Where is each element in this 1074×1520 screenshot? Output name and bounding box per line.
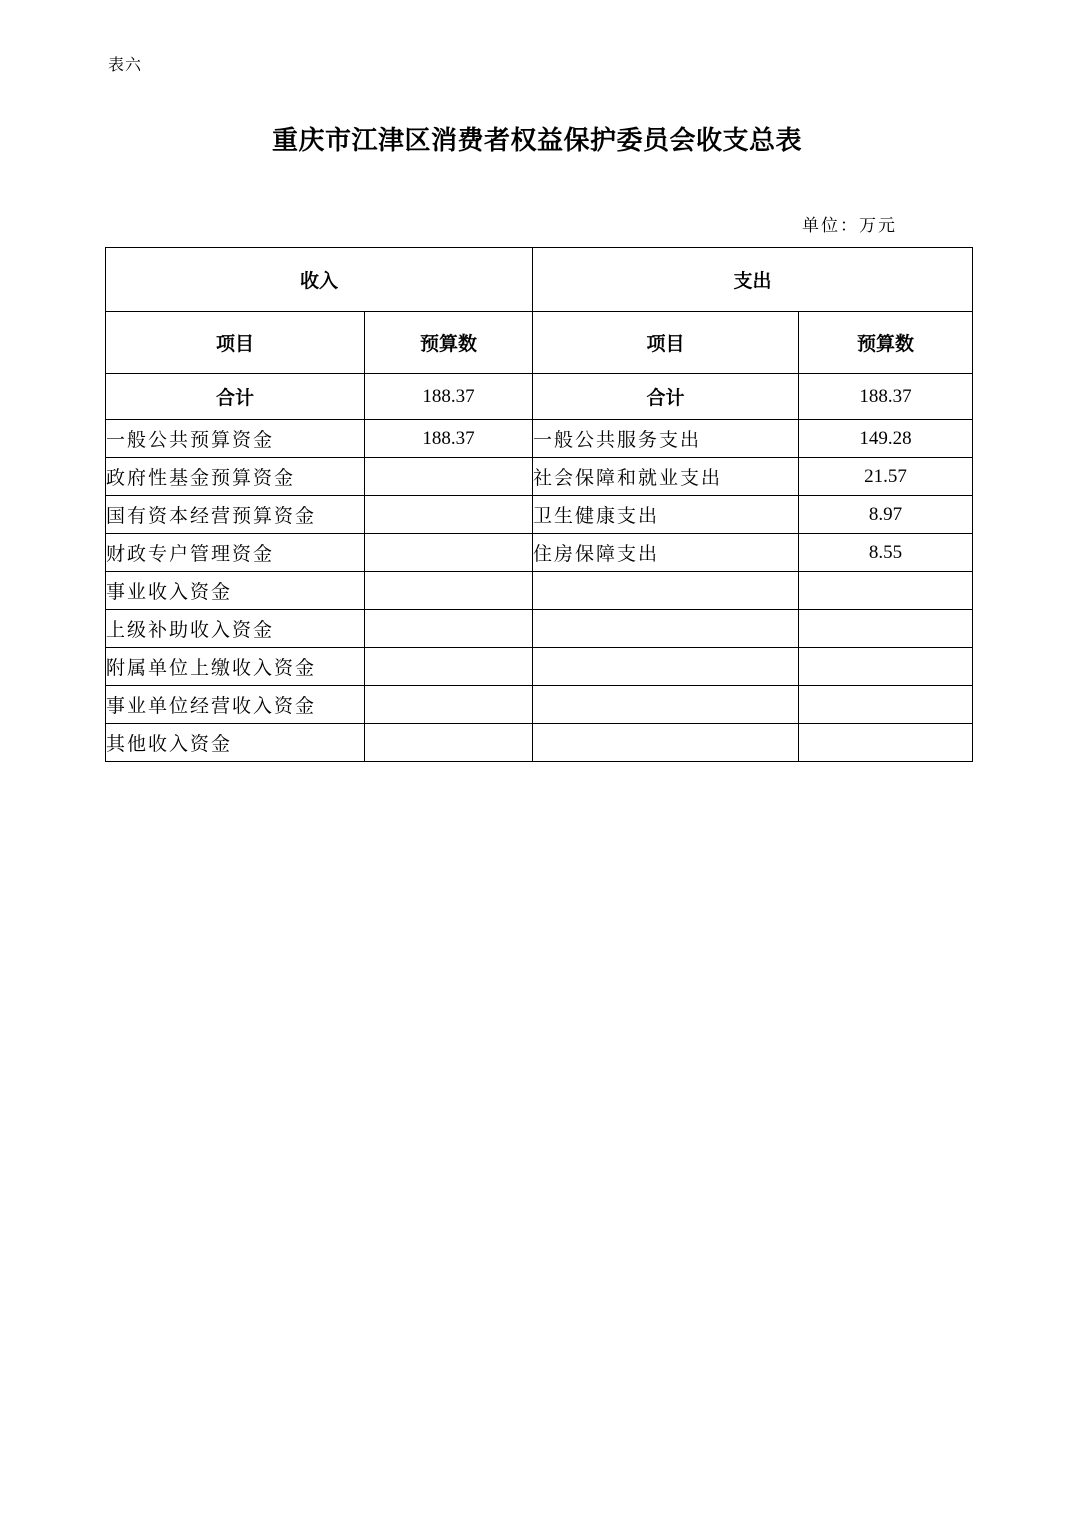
income-budget-column-header: 预算数	[365, 312, 533, 374]
expense-value: 8.55	[799, 534, 973, 572]
expense-section-header: 支出	[533, 248, 973, 312]
income-value	[365, 686, 533, 724]
expense-value: 149.28	[799, 420, 973, 458]
income-item: 财政专户管理资金	[106, 534, 365, 572]
table-row	[106, 572, 973, 610]
income-item: 国有资本经营预算资金	[106, 496, 365, 534]
income-item: 一般公共预算资金	[106, 420, 365, 458]
income-value	[365, 610, 533, 648]
expense-value: 21.57	[799, 458, 973, 496]
income-item: 政府性基金预算资金	[106, 458, 365, 496]
income-expense-summary-table	[105, 247, 973, 762]
expense-item	[533, 572, 799, 610]
expense-value	[799, 686, 973, 724]
table-number-label: 表六	[108, 55, 143, 74]
expense-budget-column-header: 预算数	[799, 312, 973, 374]
income-value	[365, 458, 533, 496]
table-row	[106, 724, 973, 762]
income-value	[365, 724, 533, 762]
expense-item	[533, 648, 799, 686]
expense-item: 社会保障和就业支出	[533, 458, 799, 496]
expense-value	[799, 648, 973, 686]
expense-item: 卫生健康支出	[533, 496, 799, 534]
unit-label: 单位：万元	[802, 216, 897, 236]
income-item: 事业收入资金	[106, 572, 365, 610]
table-row	[106, 610, 973, 648]
expense-value	[799, 610, 973, 648]
income-value	[365, 534, 533, 572]
expense-item	[533, 724, 799, 762]
income-item: 上级补助收入资金	[106, 610, 365, 648]
expense-item-column-header: 项目	[533, 312, 799, 374]
table-row	[106, 648, 973, 686]
income-item: 事业单位经营收入资金	[106, 686, 365, 724]
expense-item	[533, 610, 799, 648]
table-row	[106, 686, 973, 724]
section-header-row	[106, 248, 973, 312]
table-row	[106, 496, 973, 534]
table-row	[106, 458, 973, 496]
income-value	[365, 572, 533, 610]
income-item: 其他收入资金	[106, 724, 365, 762]
table-row	[106, 420, 973, 458]
income-item-column-header: 项目	[106, 312, 365, 374]
total-row	[106, 374, 973, 420]
column-header-row	[106, 312, 973, 374]
table-row	[106, 534, 973, 572]
expense-value: 8.97	[799, 496, 973, 534]
income-value: 188.37	[365, 420, 533, 458]
income-section-header: 收入	[106, 248, 533, 312]
expense-item	[533, 686, 799, 724]
expense-total-value: 188.37	[799, 374, 973, 420]
expense-item: 住房保障支出	[533, 534, 799, 572]
income-value	[365, 496, 533, 534]
income-total-value: 188.37	[365, 374, 533, 420]
page-title: 重庆市江津区消费者权益保护委员会收支总表	[271, 126, 802, 156]
income-item: 附属单位上缴收入资金	[106, 648, 365, 686]
expense-value	[799, 724, 973, 762]
income-value	[365, 648, 533, 686]
expense-item: 一般公共服务支出	[533, 420, 799, 458]
income-total-label: 合计	[106, 374, 365, 420]
expense-value	[799, 572, 973, 610]
expense-total-label: 合计	[533, 374, 799, 420]
